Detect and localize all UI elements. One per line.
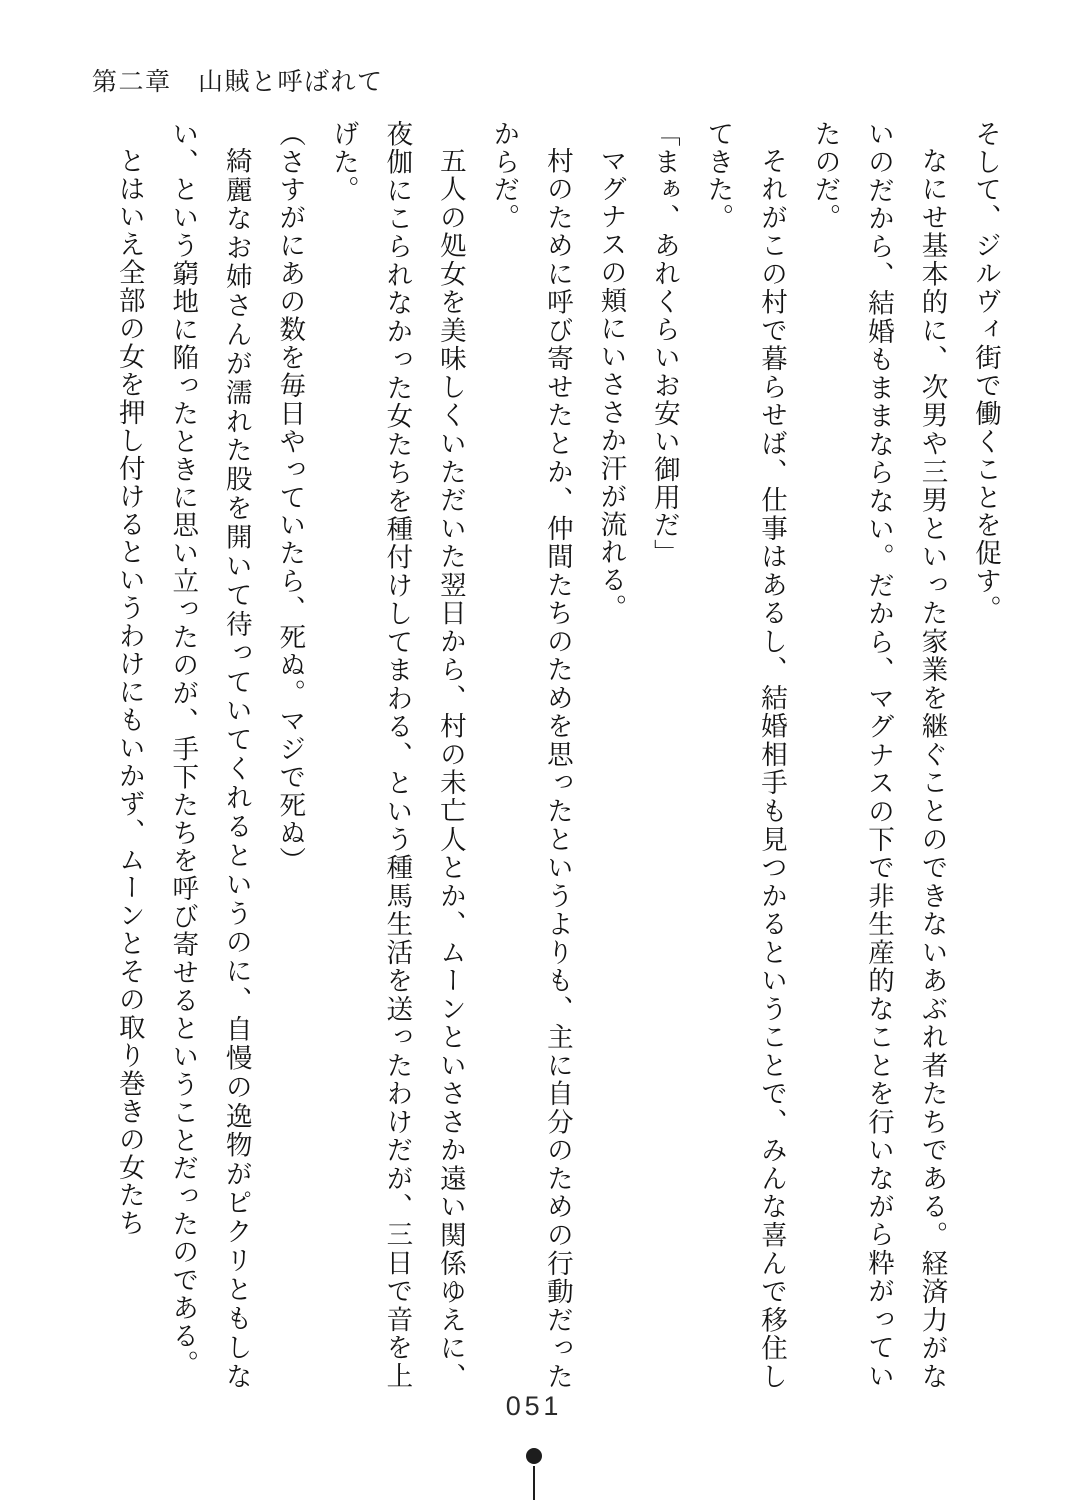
- folio-dot-ornament: [526, 1448, 542, 1464]
- folio-rule-ornament: [533, 1466, 535, 1500]
- paragraph: マグナスの頬にいささか汗が流れる。: [596, 146, 627, 622]
- paragraph: とはいえ全部の女を押し付けるというわけにもいかず、ムーンとその取り巻きの女たち: [114, 146, 145, 1237]
- paragraph: 村のために呼び寄せたとか、仲間たちのためを思ったというよりも、主に自分のための行動だったからだ。: [489, 120, 573, 1390]
- paragraph-dialogue: 「まぁ、あれくらいお安い御用だ」: [649, 120, 680, 568]
- paragraph: 綺麗なお姉さんが濡れた股を開いて待っていてくれるというのに、自慢の逸物がピクリともしない、という窮地に陥ったときに思い立ったのが、手下たちを呼び寄せるということだったのである。: [168, 120, 252, 1390]
- page-number: 051: [505, 1391, 563, 1421]
- paragraph: なにせ基本的に、次男や三男といった家業を継ぐことのできないあぶれ者たちである。経済力がないのだから、結婚もままならない。だから、マグナスの下で非生産的なことを行いながら粋がっていたのだ。: [810, 120, 948, 1390]
- paragraph: そして、ジルヴィ街で働くことを促す。: [971, 120, 1001, 624]
- body-text: [112, 120, 1012, 1390]
- chapter-running-head: 第二章 山賊と呼ばれて: [92, 69, 384, 96]
- paragraph: 五人の処女を美味しくいただいた翌日から、村の未亡人とか、ムーンといささか遠い関係ゆえに、夜伽にこられなかった女たちを種付けしてまわる、という種馬生活を送ったわけだが、三日で音を上げた。: [328, 120, 466, 1390]
- paragraph-inner-thought: （さすがにあの数を毎日やっていたら、死ぬ。マジで死ぬ）: [275, 120, 306, 875]
- paragraph: それがこの村で暮らせば、仕事はあるし、結婚相手も見つかるということで、みんな喜んで移住してきた。: [703, 120, 787, 1390]
